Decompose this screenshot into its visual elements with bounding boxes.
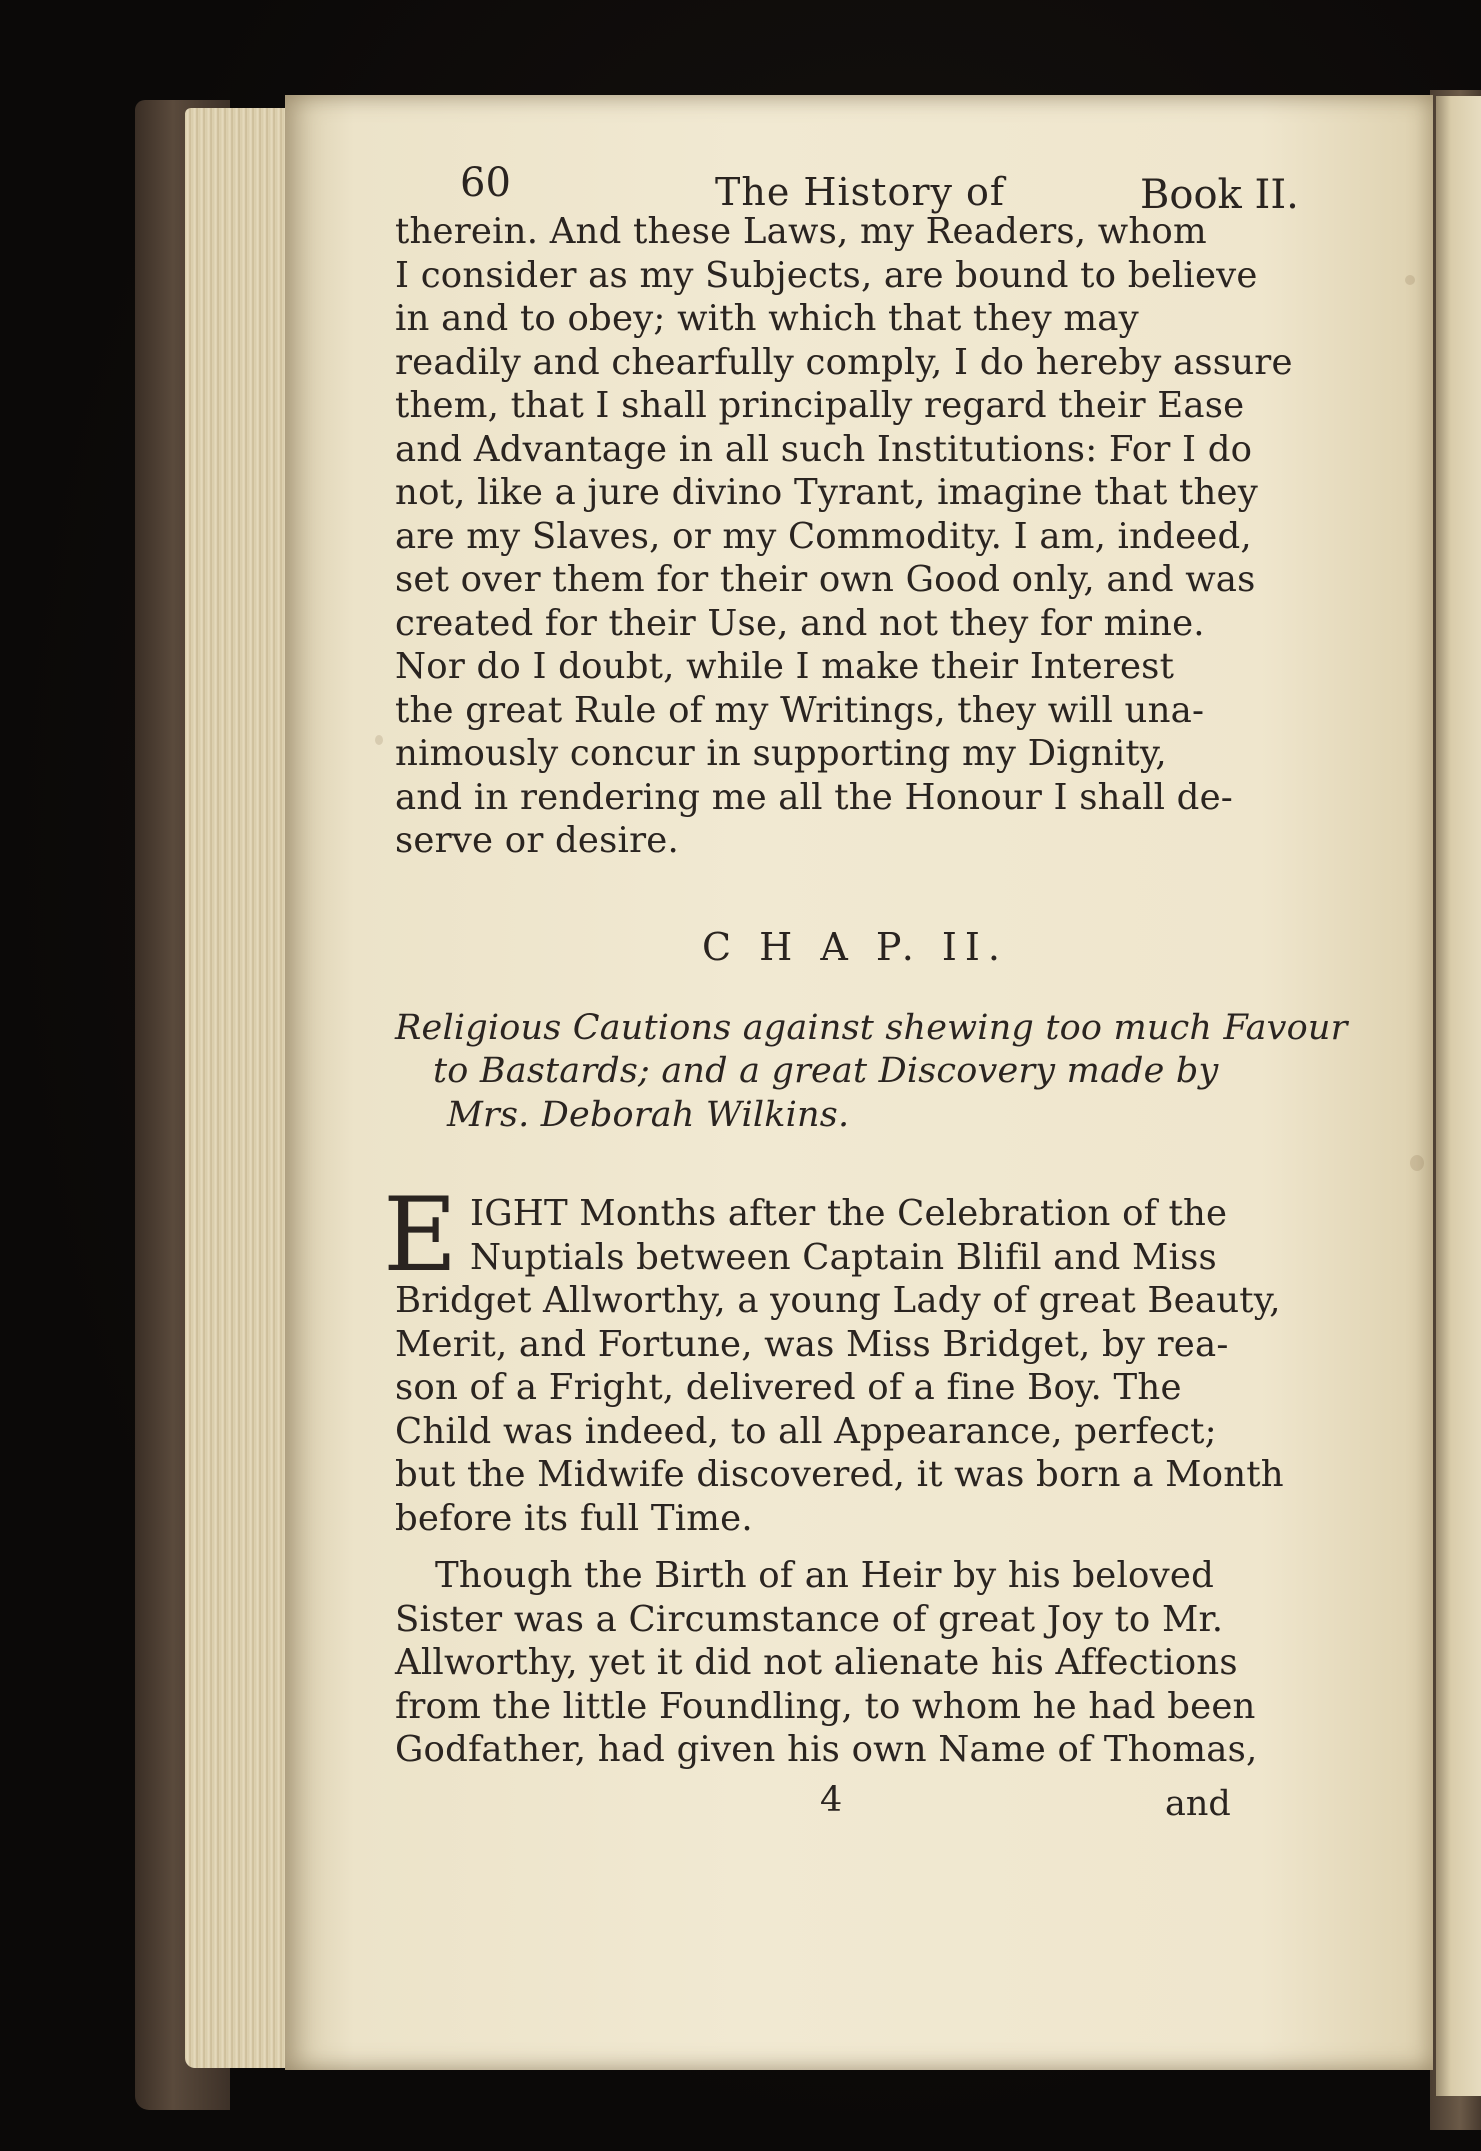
page-text xyxy=(383,150,1348,1830)
book-label: Book II. xyxy=(1140,172,1299,218)
text-line: readily and chearfully comply, I do hereby assure xyxy=(395,341,1293,383)
chapter-heading: C H A P. II. xyxy=(701,924,1009,969)
synopsis-line: Religious Cautions against shewing too much Favour xyxy=(395,1007,1348,1048)
text-line: before its full Time. xyxy=(395,1497,753,1539)
text-line: from the little Foundling, to whom he had been xyxy=(395,1685,1256,1727)
drop-cap: E xyxy=(383,1176,458,1295)
text-line: and in rendering me all the Honour I shall de- xyxy=(395,776,1234,818)
text-line: created for their Use, and not they for mine. xyxy=(395,602,1205,644)
text-line: Merit, and Fortune, was Miss Bridget, by rea- xyxy=(395,1323,1229,1365)
text-line: Though the Birth of an Heir by his beloved xyxy=(435,1555,1215,1596)
text-line: Nor do I doubt, while I make their Interest xyxy=(395,646,1175,687)
catchword: and xyxy=(1165,1783,1231,1824)
text-line: Child was indeed, to all Appearance, perfect; xyxy=(395,1410,1217,1452)
text-line: son of a Fright, delivered of a fine Boy. The xyxy=(395,1367,1182,1408)
paragraph xyxy=(395,1554,1315,1772)
page-spot xyxy=(1410,1155,1424,1171)
paragraph-continuation xyxy=(395,210,1315,863)
synopsis-line: Mrs. Deborah Wilkins. xyxy=(447,1094,850,1135)
text-line: nimously concur in supporting my Dignity, xyxy=(395,733,1167,774)
facing-page-edge xyxy=(1436,96,1481,2096)
synopsis-line: to Bastards; and a great Discovery made by xyxy=(433,1051,1219,1091)
text-line: are my Slaves, or my Commodity. I am, indeed, xyxy=(395,515,1252,557)
text-line: therein. And these Laws, my Readers, whom xyxy=(395,211,1207,252)
page-footer xyxy=(395,1780,1315,1830)
running-title: The History of xyxy=(715,170,1005,214)
chapter-synopsis xyxy=(395,1007,1348,1138)
text-line: but the Midwife discovered, it was born a Month xyxy=(395,1454,1284,1495)
text-line: Bridget Allworthy, a young Lady of great Beauty, xyxy=(395,1280,1281,1321)
text-line: serve or desire. xyxy=(395,820,679,861)
signature-mark: 4 xyxy=(820,1779,843,1820)
paragraph-opening xyxy=(383,1176,1315,1540)
running-header xyxy=(395,150,1315,218)
page-spot xyxy=(1405,275,1415,285)
text-line: Nuptials between Captain Blifil and Miss xyxy=(470,1236,1217,1278)
text-line: I consider as my Subjects, are bound to believe xyxy=(395,254,1258,296)
page-number: 60 xyxy=(460,160,511,206)
text-line: and Advantage in all such Institutions: For I do xyxy=(395,428,1253,470)
text-line: Godfather, had given his own Name of Thomas, xyxy=(395,1729,1258,1770)
page-spot xyxy=(375,735,383,745)
text-line: IGHT Months after the Celebration of the xyxy=(470,1193,1228,1234)
text-line: not, like a jure divino Tyrant, imagine that they xyxy=(395,472,1258,513)
text-line: Sister was a Circumstance of great Joy to Mr. xyxy=(395,1598,1224,1640)
text-line: Allworthy, yet it did not alienate his Affections xyxy=(395,1642,1238,1683)
text-line: in and to obey; with which that they may xyxy=(395,298,1139,339)
text-line: them, that I shall principally regard their Ease xyxy=(395,385,1245,426)
text-line: the great Rule of my Writings, they will una- xyxy=(395,689,1205,731)
text-line: set over them for their own Good only, and was xyxy=(395,559,1256,600)
